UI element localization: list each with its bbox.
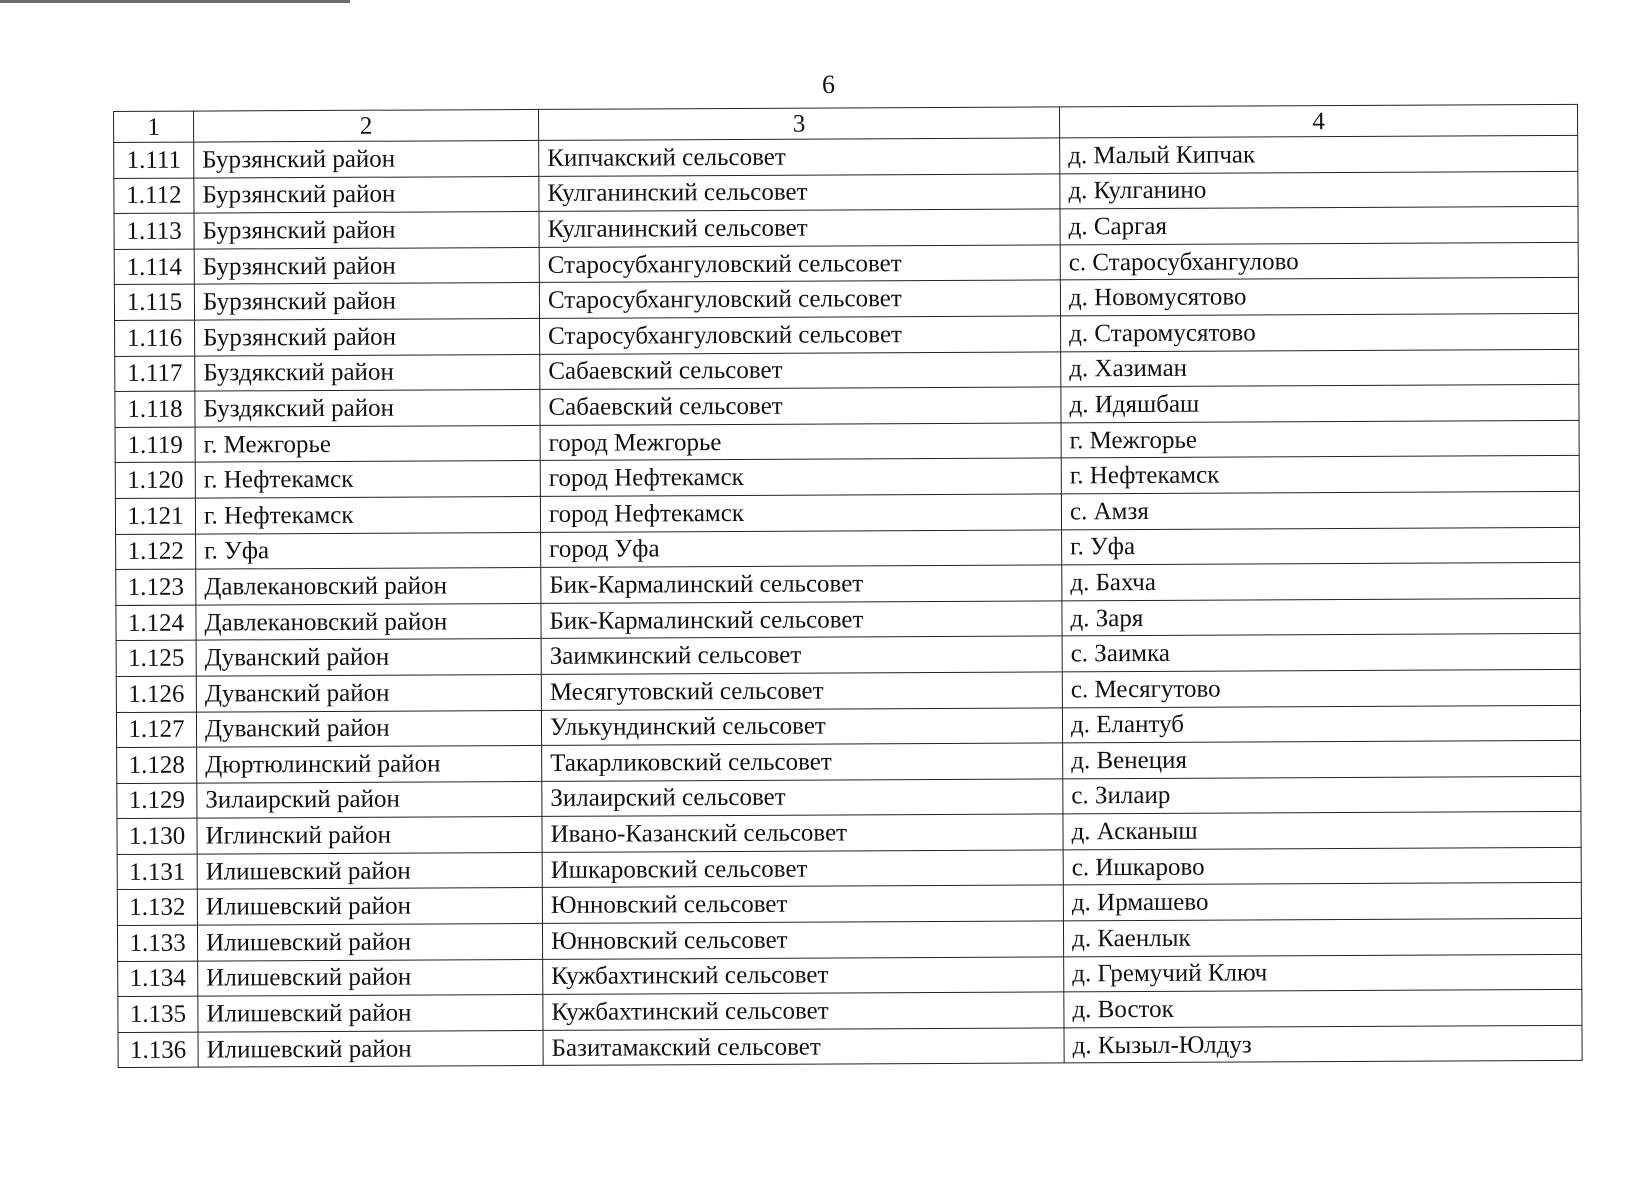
- district-cell: Давлекановский район: [196, 568, 541, 605]
- row-number-cell: 1.122: [116, 534, 196, 570]
- council-cell: Бик-Кармалинский сельсовет: [541, 565, 1062, 603]
- row-number-cell: 1.111: [114, 142, 194, 178]
- council-cell: Кулганинский сельсовет: [539, 209, 1060, 247]
- council-cell: город Межгорье: [540, 423, 1061, 461]
- row-number-cell: 1.123: [116, 569, 196, 605]
- settlement-cell: г. Межгорье: [1061, 420, 1579, 458]
- settlement-cell: д. Заря: [1062, 598, 1580, 636]
- row-number-cell: 1.112: [114, 178, 194, 214]
- row-number-cell: 1.133: [117, 925, 197, 961]
- row-number-cell: 1.117: [115, 356, 195, 392]
- council-cell: город Нефтекамск: [540, 458, 1061, 496]
- settlements-table: [113, 104, 1583, 1069]
- council-cell: город Уфа: [541, 529, 1062, 567]
- council-cell: Кужбахтинский сельсовет: [543, 957, 1064, 995]
- council-cell: Старосубхангуловский сельсовет: [539, 245, 1060, 283]
- row-number-cell: 1.113: [114, 213, 194, 249]
- council-cell: Кужбахтинский сельсовет: [543, 992, 1064, 1030]
- district-cell: Буздякский район: [195, 390, 540, 427]
- row-number-cell: 1.131: [117, 854, 197, 890]
- row-number-cell: 1.126: [116, 676, 196, 712]
- council-cell: Кулганинский сельсовет: [539, 173, 1060, 211]
- council-cell: Старосубхангуловский сельсовет: [539, 280, 1060, 318]
- settlement-cell: г. Уфа: [1062, 527, 1580, 565]
- row-number-cell: 1.124: [116, 605, 196, 641]
- row-number-cell: 1.114: [114, 249, 194, 285]
- settlement-cell: д. Идяшбаш: [1061, 384, 1579, 422]
- district-cell: Бурзянский район: [194, 283, 539, 320]
- council-cell: Юнновский сельсовет: [542, 921, 1063, 959]
- district-cell: Иглинский район: [197, 817, 542, 854]
- settlement-cell: с. Старосубхангулово: [1060, 242, 1578, 280]
- row-number-cell: 1.129: [117, 783, 197, 819]
- council-cell: Такарликовский сельсовет: [542, 743, 1063, 781]
- council-cell: город Нефтекамск: [540, 494, 1061, 532]
- settlement-cell: д. Саргая: [1060, 207, 1578, 245]
- district-cell: Зилаирский район: [197, 781, 542, 818]
- council-cell: Бик-Кармалинский сельсовет: [541, 601, 1062, 639]
- column-header: 4: [1059, 104, 1577, 138]
- district-cell: Дюртюлинский район: [197, 746, 542, 783]
- council-cell: Заимкинский сельсовет: [541, 636, 1062, 674]
- district-cell: Илишевский район: [197, 852, 542, 889]
- council-cell: Зилаирский сельсовет: [542, 779, 1063, 817]
- council-cell: Ишкаровский сельсовет: [542, 850, 1063, 888]
- table-row: [118, 1025, 1582, 1068]
- settlement-cell: с. Ишкарово: [1063, 847, 1581, 885]
- settlement-cell: д. Гремучий Ключ: [1064, 954, 1582, 992]
- column-header: 2: [194, 109, 539, 142]
- district-cell: Илишевский район: [197, 888, 542, 925]
- district-cell: Илишевский район: [198, 1030, 543, 1067]
- page-number: 6: [822, 70, 835, 99]
- settlement-cell: д. Восток: [1064, 990, 1582, 1028]
- district-cell: Буздякский район: [195, 354, 540, 391]
- district-cell: Илишевский район: [198, 959, 543, 996]
- council-cell: Месягутовский сельсовет: [541, 672, 1062, 710]
- row-number-cell: 1.130: [117, 818, 197, 854]
- district-cell: Бурзянский район: [194, 176, 539, 213]
- council-cell: Кипчакский сельсовет: [539, 138, 1060, 176]
- settlement-cell: д. Асканыш: [1063, 812, 1581, 850]
- settlement-cell: д. Хазиман: [1061, 349, 1579, 387]
- scan-edge-mark: [0, 0, 350, 3]
- settlement-cell: с. Заимка: [1062, 634, 1580, 672]
- settlement-cell: д. Каенлык: [1063, 918, 1581, 956]
- district-cell: Дуванский район: [196, 674, 541, 711]
- settlement-cell: д. Кызыл-Юлдуз: [1064, 1025, 1582, 1063]
- row-number-cell: 1.128: [117, 747, 197, 783]
- row-number-cell: 1.127: [116, 712, 196, 748]
- column-header: 1: [114, 111, 194, 142]
- settlement-cell: д. Малый Кипчак: [1060, 135, 1578, 173]
- council-cell: Сабаевский сельсовет: [540, 351, 1061, 389]
- row-number-cell: 1.125: [116, 640, 196, 676]
- settlement-cell: д. Елантуб: [1062, 705, 1580, 743]
- settlement-cell: д. Старомусятово: [1061, 313, 1579, 351]
- council-cell: Ивано-Казанский сельсовет: [542, 814, 1063, 852]
- district-cell: Бурзянский район: [194, 140, 539, 177]
- row-number-cell: 1.132: [117, 890, 197, 926]
- council-cell: Улькундинский сельсовет: [541, 707, 1062, 745]
- row-number-cell: 1.121: [115, 498, 195, 534]
- district-cell: г. Межгорье: [195, 425, 540, 462]
- row-number-cell: 1.115: [114, 284, 194, 320]
- settlement-cell: с. Месягутово: [1062, 669, 1580, 707]
- row-number-cell: 1.116: [115, 320, 195, 356]
- row-number-cell: 1.120: [115, 462, 195, 498]
- settlement-cell: с. Амзя: [1061, 491, 1579, 529]
- column-header: 3: [538, 107, 1059, 141]
- council-cell: Базитамакский сельсовет: [543, 1028, 1064, 1066]
- council-cell: Старосубхангуловский сельсовет: [540, 316, 1061, 354]
- row-number-cell: 1.136: [118, 1032, 198, 1068]
- council-cell: Юнновский сельсовет: [542, 885, 1063, 923]
- district-cell: г. Нефтекамск: [195, 461, 540, 498]
- district-cell: г. Нефтекамск: [195, 496, 540, 533]
- row-number-cell: 1.135: [118, 996, 198, 1032]
- settlement-cell: д. Ирмашево: [1063, 883, 1581, 921]
- district-cell: Бурзянский район: [195, 318, 540, 355]
- district-cell: Илишевский район: [197, 923, 542, 960]
- settlement-cell: д. Бахча: [1062, 562, 1580, 600]
- row-number-cell: 1.118: [115, 391, 195, 427]
- row-number-cell: 1.134: [118, 961, 198, 997]
- district-cell: Дуванский район: [196, 710, 541, 747]
- settlement-cell: г. Нефтекамск: [1061, 456, 1579, 494]
- table-body: [114, 135, 1583, 1068]
- district-cell: Бурзянский район: [194, 212, 539, 249]
- row-number-cell: 1.119: [115, 427, 195, 463]
- district-cell: Дуванский район: [196, 639, 541, 676]
- settlement-cell: д. Новомусятово: [1060, 278, 1578, 316]
- district-cell: Давлекановский район: [196, 603, 541, 640]
- district-cell: Бурзянский район: [194, 247, 539, 284]
- settlement-cell: с. Зилаир: [1063, 776, 1581, 814]
- council-cell: Сабаевский сельсовет: [540, 387, 1061, 425]
- district-cell: г. Уфа: [196, 532, 541, 569]
- settlement-cell: д. Кулганино: [1060, 171, 1578, 209]
- district-cell: Илишевский район: [198, 995, 543, 1032]
- settlement-cell: д. Венеция: [1063, 740, 1581, 778]
